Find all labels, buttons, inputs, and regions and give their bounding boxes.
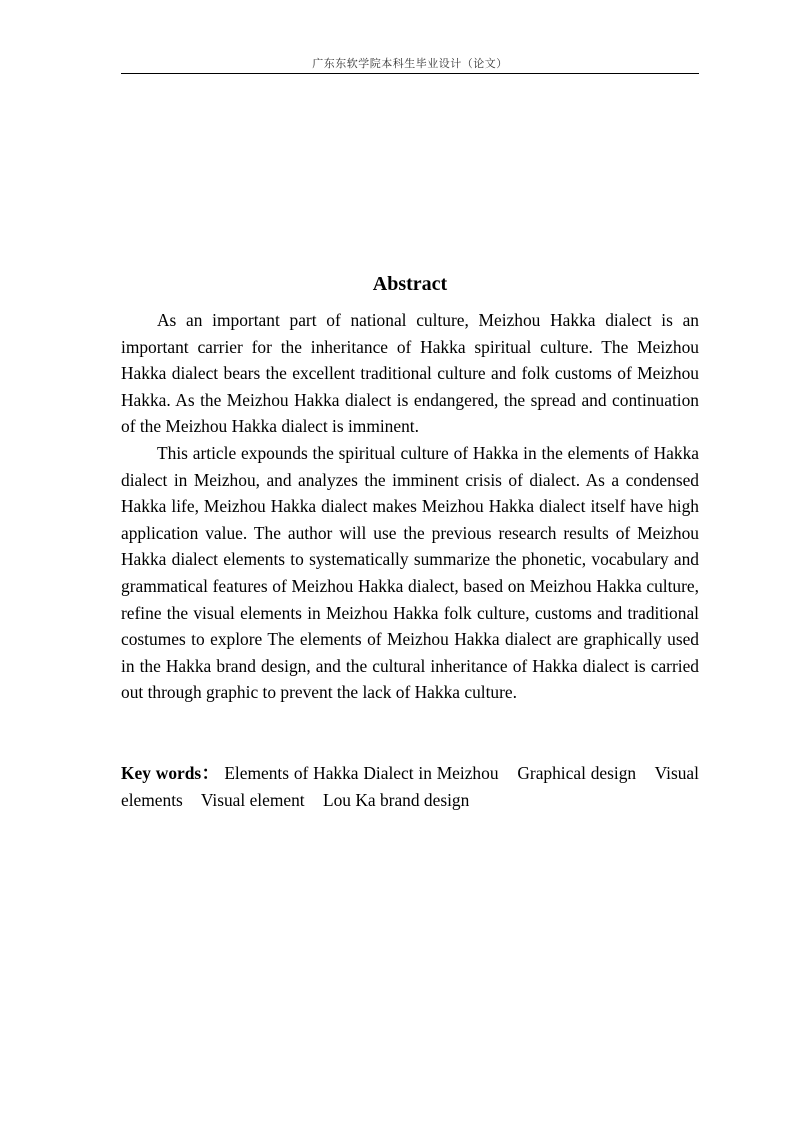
keyword-item: Lou Ka brand design	[322, 789, 470, 810]
running-header: 广东东软学院本科生毕业设计（论文）	[312, 57, 508, 70]
abstract-paragraph-2: This article expounds the spiritual culture of Hakka in the elements of Hakka dialect in Meizhou, and analyzes the imminent crisis of dialect. As a condensed Hakka life, Meizhou Hakka dialect makes Meizhou Hakka dialect itself have high application value. The author will use the previous research results of Meizhou Hakka dialect elements to systematically summarize the phonetic, vocabulary and grammatical features of Meizhou Hakka dialect, based on Meizhou Hakka culture, refine the visual elements in Meizhou Hakka folk culture, customs and traditional costumes to explore The elements of Meizhou Hakka dialect are graphically used in the Hakka brand design, and the cultural inheritance of Hakka dialect is carried out through graphic to prevent the lack of Hakka culture.	[121, 442, 699, 703]
keyword-item: Visual element	[200, 789, 305, 810]
header-rule	[121, 73, 699, 74]
abstract-body	[121, 307, 699, 706]
abstract-title: Abstract	[372, 273, 448, 295]
keywords-section	[121, 760, 699, 813]
keyword-item: Visual elements	[121, 763, 699, 810]
keywords-label: Key words：	[121, 763, 220, 783]
keyword-item: Graphical design	[517, 763, 637, 783]
abstract-paragraph-1: As an important part of national culture, Meizhou Hakka dialect is an important carrier for the inheritance of Hakka spiritual culture. The Meizhou Hakka dialect bears the excellent traditional culture and folk customs of Meizhou Hakka. As the Meizhou Hakka dialect is endangered, the spread and continuation of the Meizhou Hakka dialect is imminent.	[121, 310, 699, 437]
keyword-item: Elements of Hakka Dialect in Meizhou	[224, 763, 499, 783]
